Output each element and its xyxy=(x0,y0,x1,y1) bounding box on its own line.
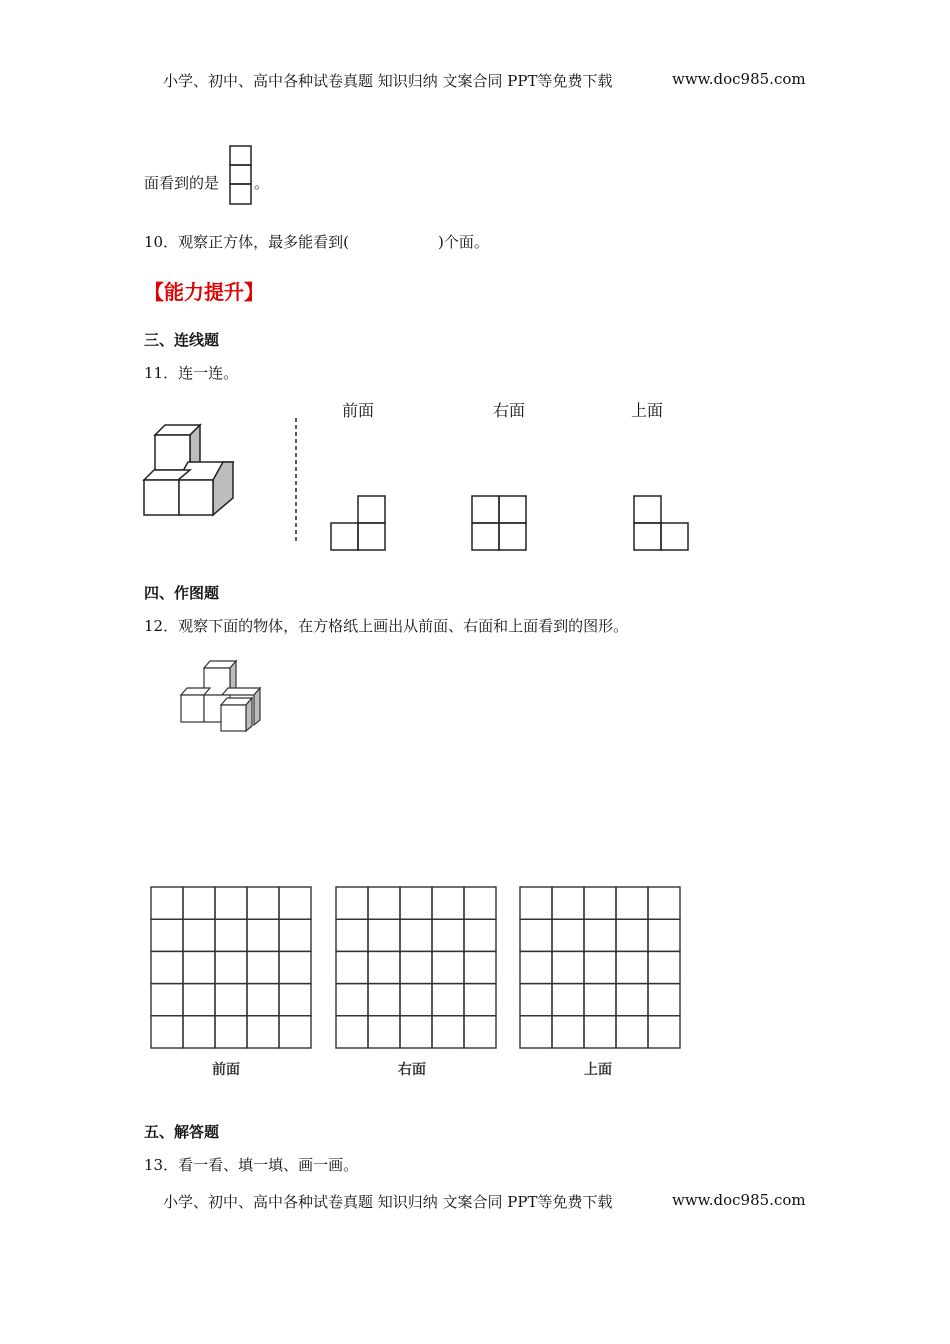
grid-cell[interactable] xyxy=(279,887,311,919)
grid-cell[interactable] xyxy=(215,951,247,983)
grid-cell[interactable] xyxy=(279,919,311,951)
grid-cell[interactable] xyxy=(336,951,368,983)
q10-text-before: 10．观察正方体，最多能看到( xyxy=(144,233,349,251)
grid-cell[interactable] xyxy=(648,951,680,983)
grid-cell[interactable] xyxy=(520,951,552,983)
grid-cell[interactable] xyxy=(368,951,400,983)
q9-prefix: 面看到的是 xyxy=(144,174,220,192)
q11-text: 11．连一连。 xyxy=(144,364,239,382)
q12-grid-label-top: 上面 xyxy=(584,1062,612,1078)
grid-cell[interactable] xyxy=(151,1016,183,1048)
grid-cell[interactable] xyxy=(336,1016,368,1048)
q12-text: 12．观察下面的物体，在方格纸上画出从前面、右面和上面看到的图形。 xyxy=(144,617,629,635)
grid-cell[interactable] xyxy=(336,984,368,1016)
grid-cell[interactable] xyxy=(215,984,247,1016)
q12-grid-label-right: 右面 xyxy=(398,1062,426,1078)
grid-cell[interactable] xyxy=(151,984,183,1016)
q9-suffix: 。 xyxy=(254,174,270,192)
q11-label-right: 右面 xyxy=(493,401,526,420)
grid-cell[interactable] xyxy=(432,984,464,1016)
q11-shape-b xyxy=(471,495,529,553)
grid-cell[interactable] xyxy=(183,984,215,1016)
grid-cell[interactable] xyxy=(584,984,616,1016)
grid-cell[interactable] xyxy=(520,984,552,1016)
q11-cube-figure xyxy=(140,420,240,520)
grid-cell[interactable] xyxy=(520,919,552,951)
grid-cell[interactable] xyxy=(247,887,279,919)
grid-cell[interactable] xyxy=(432,887,464,919)
grid-cell[interactable] xyxy=(151,887,183,919)
grid-cell[interactable] xyxy=(183,1016,215,1048)
grid-cell[interactable] xyxy=(400,984,432,1016)
grid-cell[interactable] xyxy=(616,951,648,983)
q10-text-after: )个面。 xyxy=(438,233,489,251)
footer-text: 小学、初中、高中各种试卷真题 知识归纳 文案合同 PPT等免费下载 xyxy=(163,1193,613,1211)
section5-title: 五、解答题 xyxy=(144,1123,220,1141)
grid-cell[interactable] xyxy=(183,919,215,951)
q12-grid-front[interactable] xyxy=(150,886,314,1052)
grid-cell[interactable] xyxy=(215,887,247,919)
q11-shape-a xyxy=(330,495,388,553)
q9-view-figure xyxy=(229,145,253,207)
q12-grid-label-front: 前面 xyxy=(212,1062,240,1078)
grid-cell[interactable] xyxy=(247,919,279,951)
grid-cell[interactable] xyxy=(520,887,552,919)
grid-cell[interactable] xyxy=(151,951,183,983)
grid-cell[interactable] xyxy=(616,984,648,1016)
grid-cell[interactable] xyxy=(183,951,215,983)
grid-cell[interactable] xyxy=(616,887,648,919)
grid-cell[interactable] xyxy=(215,919,247,951)
q12-cube-figure xyxy=(178,658,268,738)
grid-cell[interactable] xyxy=(464,984,496,1016)
grid-cell[interactable] xyxy=(368,887,400,919)
grid-cell[interactable] xyxy=(584,919,616,951)
grid-cell[interactable] xyxy=(400,951,432,983)
grid-cell[interactable] xyxy=(648,1016,680,1048)
grid-cell[interactable] xyxy=(464,951,496,983)
grid-cell[interactable] xyxy=(279,951,311,983)
grid-cell[interactable] xyxy=(400,919,432,951)
grid-cell[interactable] xyxy=(552,919,584,951)
grid-cell[interactable] xyxy=(616,1016,648,1048)
grid-cell[interactable] xyxy=(616,919,648,951)
section3-title: 三、连线题 xyxy=(144,331,220,349)
section-ability-title: 【能力提升】 xyxy=(144,280,264,304)
grid-cell[interactable] xyxy=(584,1016,616,1048)
grid-cell[interactable] xyxy=(336,887,368,919)
grid-cell[interactable] xyxy=(368,984,400,1016)
grid-cell[interactable] xyxy=(584,951,616,983)
grid-cell[interactable] xyxy=(552,951,584,983)
grid-cell[interactable] xyxy=(648,984,680,1016)
header-text: 小学、初中、高中各种试卷真题 知识归纳 文案合同 PPT等免费下载 xyxy=(163,72,613,90)
grid-cell[interactable] xyxy=(368,1016,400,1048)
grid-cell[interactable] xyxy=(464,887,496,919)
grid-cell[interactable] xyxy=(279,1016,311,1048)
grid-cell[interactable] xyxy=(247,951,279,983)
grid-cell[interactable] xyxy=(368,919,400,951)
grid-cell[interactable] xyxy=(648,887,680,919)
grid-cell[interactable] xyxy=(432,951,464,983)
grid-cell[interactable] xyxy=(464,1016,496,1048)
grid-cell[interactable] xyxy=(552,887,584,919)
q11-label-front: 前面 xyxy=(342,401,375,420)
grid-cell[interactable] xyxy=(336,919,368,951)
footer-url: www.doc985.com xyxy=(672,1191,806,1209)
header-url: www.doc985.com xyxy=(672,70,806,88)
grid-cell[interactable] xyxy=(464,919,496,951)
q12-grid-right[interactable] xyxy=(335,886,499,1052)
grid-cell[interactable] xyxy=(432,919,464,951)
grid-cell[interactable] xyxy=(552,1016,584,1048)
grid-cell[interactable] xyxy=(552,984,584,1016)
grid-cell[interactable] xyxy=(648,919,680,951)
grid-cell[interactable] xyxy=(215,1016,247,1048)
grid-cell[interactable] xyxy=(432,1016,464,1048)
q11-divider xyxy=(294,418,298,544)
grid-cell[interactable] xyxy=(247,1016,279,1048)
grid-cell[interactable] xyxy=(183,887,215,919)
q11-label-top: 上面 xyxy=(631,401,664,420)
section4-title: 四、作图题 xyxy=(144,584,220,602)
grid-cell[interactable] xyxy=(584,887,616,919)
q12-grid-top[interactable] xyxy=(519,886,683,1052)
grid-cell[interactable] xyxy=(279,984,311,1016)
grid-cell[interactable] xyxy=(400,887,432,919)
q11-shape-c xyxy=(633,495,691,553)
grid-cell[interactable] xyxy=(400,1016,432,1048)
grid-cell[interactable] xyxy=(520,1016,552,1048)
grid-cell[interactable] xyxy=(151,919,183,951)
grid-cell[interactable] xyxy=(247,984,279,1016)
q13-text: 13．看一看、填一填、画一画。 xyxy=(144,1156,359,1174)
